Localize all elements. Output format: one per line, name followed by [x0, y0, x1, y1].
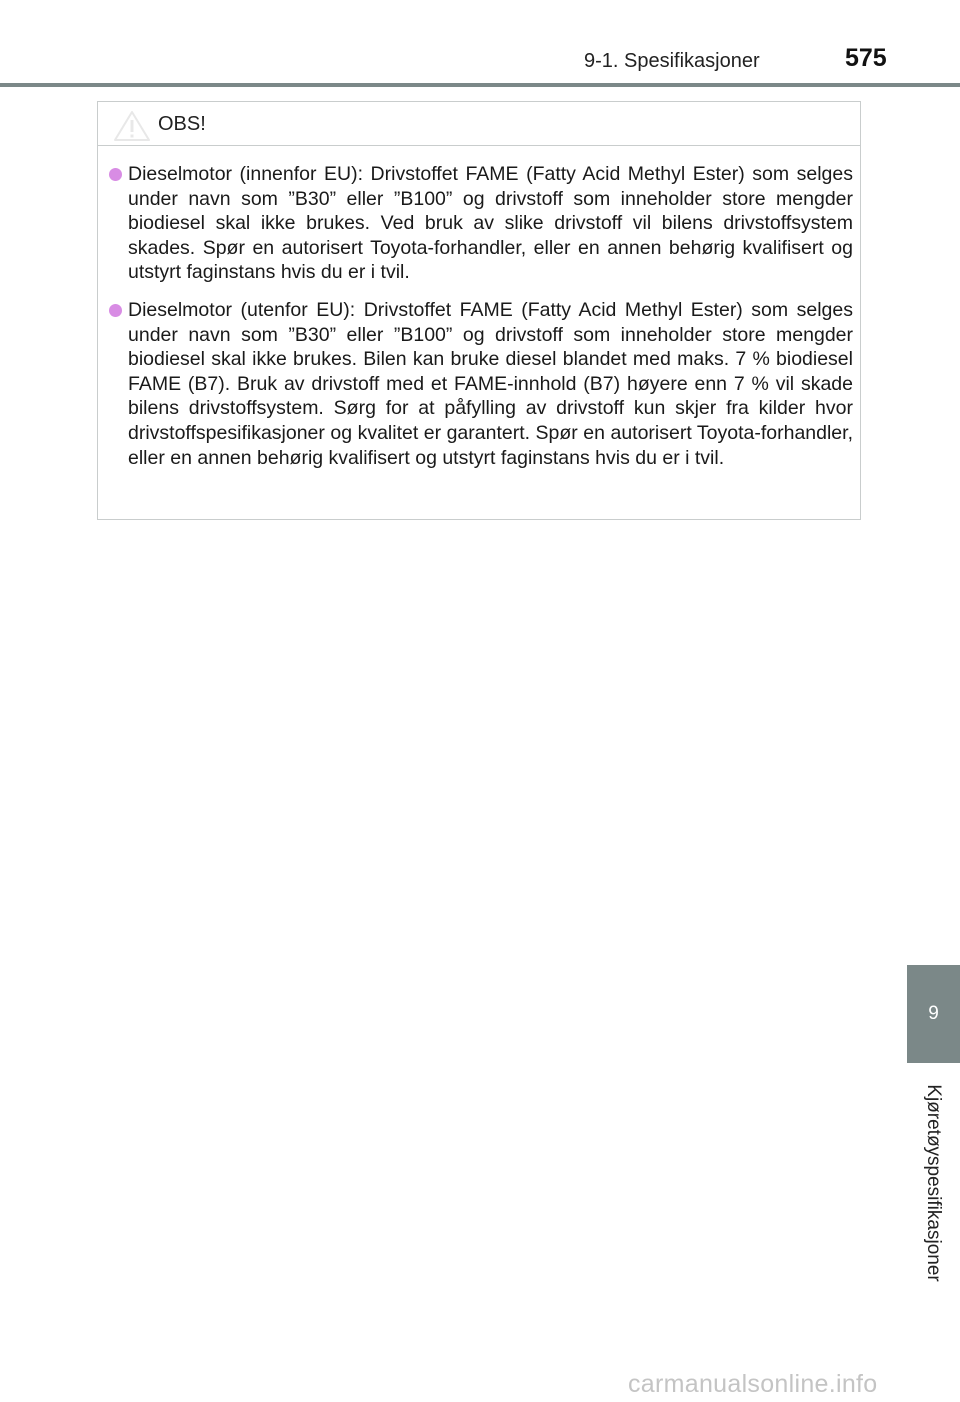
warning-item-text: Dieselmotor (innenfor EU): Drivstoffet FAME (Fatty Acid Methyl Ester) som selges under navn som ”B30” eller ”B100” og drivstoff som inneholder store mengder biodiesel skal ikke brukes. Ved bruk av slike drivstoff vil bilens drivstoffsystem skades. Spør en autorisert Toyota-forhandler, eller en annen behørig kvalifisert og utstyrt faginstans hvis du er i tvil.	[128, 163, 853, 284]
warning-box	[97, 101, 861, 520]
chapter-title: Kjøretøyspesifikasjoner	[923, 1084, 944, 1282]
bullet-dot-icon	[109, 168, 122, 181]
warning-item-text: Dieselmotor (utenfor EU): Drivstoffet FAME (Fatty Acid Methyl Ester) som selges under navn som ”B30” eller ”B100” og drivstoff som inneholder store mengder biodiesel skal ikke brukes. Bilen kan bruke diesel blandet med maks. 7 % biodiesel FAME (B7). Bruk av drivstoff med et FAME-innhold (B7) høyere enn 7 % vil skade bilens drivstoffsystem. Sørg for at påfylling av drivstoff kun skjer fra kilder hvor drivstoffspesifikasjoner og kvalitet er garantert. Spør en autorisert Toyota-forhandler, eller en annen behørig kvalifisert og utstyrt faginstans hvis du er i tvil.	[128, 299, 853, 469]
warning-item	[128, 298, 853, 470]
bullet-dot-icon	[109, 304, 122, 317]
warning-title: OBS!	[158, 113, 206, 135]
warning-header	[98, 102, 860, 146]
warning-item	[128, 162, 853, 285]
header-rule	[0, 83, 960, 87]
chapter-tab	[907, 965, 960, 1063]
page-number: 575	[845, 44, 887, 72]
watermark: carmanualsonline.info	[628, 1370, 878, 1398]
section-title: 9-1. Spesifikasjoner	[584, 50, 760, 72]
chapter-number: 9	[928, 1003, 939, 1024]
warning-triangle-icon	[113, 110, 151, 142]
